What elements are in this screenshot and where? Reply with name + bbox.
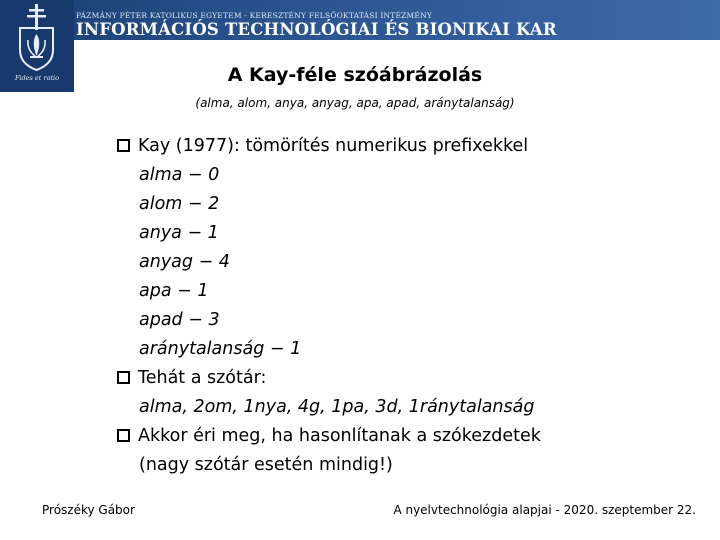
checkbox-bullet-icon [117, 429, 130, 442]
example-line: apad − 3 [139, 310, 220, 330]
bullet-continuation: (nagy szótár esetén mindig!) [139, 455, 393, 475]
example-line: alma − 0 [139, 165, 220, 185]
university-logo [0, 0, 74, 92]
slide-title: A Kay-féle szóábrázolás [227, 64, 483, 86]
logo-motto: Fides et ratio [14, 74, 60, 82]
bullet-text: Kay (1977): tömörítés numerikus prefixekkel [138, 136, 529, 156]
faculty-name: INFORMÁCIÓS TECHNOLÓGIAI ÉS BIONIKAI KAR [76, 20, 557, 39]
example-line: aránytalanság − 1 [139, 339, 302, 359]
checkbox-bullet-icon [117, 139, 130, 152]
university-name: PÁZMÁNY PÉTER KATOLIKUS EGYETEM - KERESZTÉNY FELSŐOKTATÁSI INTÉZMÉNY [76, 11, 432, 20]
bullet-item [117, 425, 541, 447]
bullet-item [117, 367, 266, 389]
bullet-text: Akkor éri meg, ha hasonlítanak a szókezdetek [138, 426, 541, 446]
bullet-item [117, 135, 528, 157]
example-line: alom − 2 [139, 194, 220, 214]
example-line: anya − 1 [139, 223, 219, 243]
checkbox-bullet-icon [117, 371, 130, 384]
example-line: apa − 1 [139, 281, 209, 301]
slide-subtitle: (alma, alom, anya, anyag, apa, apad, aránytalanság) [195, 96, 515, 110]
bullet-text: Tehát a szótár: [138, 368, 267, 388]
example-line: anyag − 4 [139, 252, 230, 272]
footer-course-date: A nyelvtechnológia alapjai - 2020. szeptember 22. [393, 503, 696, 517]
footer-author: Prószéky Gábor [42, 503, 135, 517]
dictionary-line: alma, 2om, 1nya, 4g, 1pa, 3d, 1ránytalanság [139, 397, 535, 417]
